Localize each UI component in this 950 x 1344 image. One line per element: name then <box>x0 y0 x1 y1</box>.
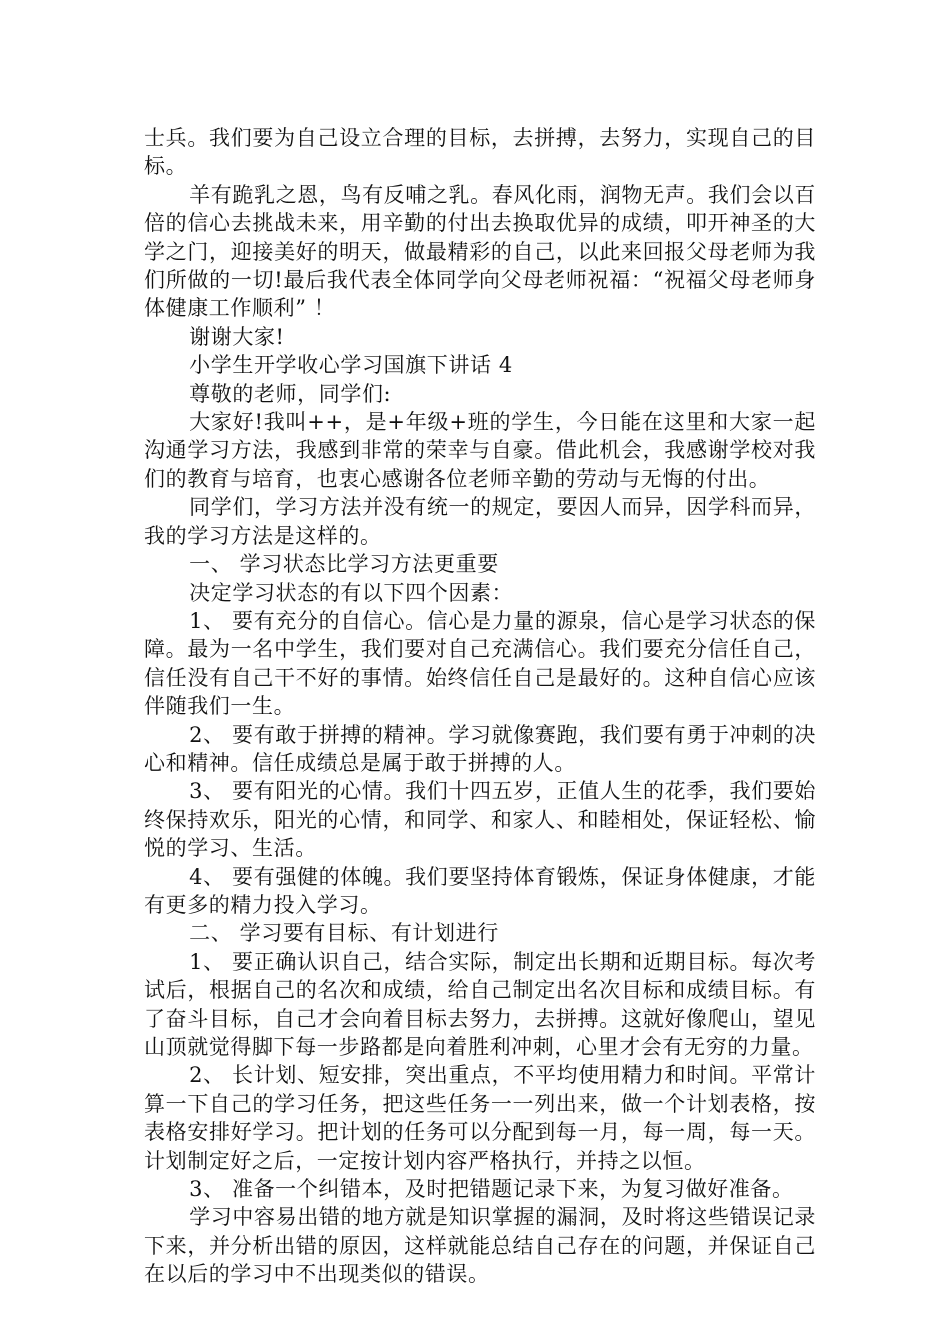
paragraph: 决定学习状态的有以下四个因素： <box>189 580 514 605</box>
list-item: 1、 要正确认识自己，结合实际，制定出长期和近期目标。每次考试后，根据自己的名次和成绩，给自己制定出名次目标和成绩目标。有了奋斗目标，自己才会向着目标去努力，去拼搏。这就好像爬山，望见山顶就觉得脚下每一步路都是向着胜利冲刺，心里才会有无穷的力量。 <box>144 949 816 1059</box>
list-item: 2、 要有敢于拼搏的精神。学习就像赛跑，我们要有勇于冲刺的决心和精神。信任成绩总是属于敢于拼搏的人。 <box>144 722 816 775</box>
heading-2: 二、 学习要有目标、有计划进行 <box>189 921 499 946</box>
paragraph: 学习中容易出错的地方就是知识掌握的漏洞，及时将这些错误记录下来，并分析出错的原因，这样就能总结自己存在的问题，并保证自己在以后的学习中不出现类似的错误。 <box>144 1205 816 1287</box>
list-item: 4、 要有强健的体魄。我们要坚持体育锻炼，保证身体健康，才能有更多的精力投入学习。 <box>144 864 816 917</box>
paragraph: 大家好!我叫++，是+年级+班的学生，今日能在这里和大家一起沟通学习方法，我感到非常的荣幸与自豪。借此机会，我感谢学校对我们的教育与培育，也衷心感谢各位老师辛勤的劳动与无悔的付出。 <box>144 410 816 491</box>
paragraph: 士兵。我们要为自己设立合理的目标，去拼搏，去努力，实现自己的目标。 <box>144 126 816 179</box>
list-item: 3、 准备一个纠错本，及时把错题记录下来，为复习做好准备。 <box>189 1177 794 1202</box>
heading-1: 一、 学习状态比学习方法更重要 <box>189 552 499 577</box>
paragraph: 羊有跪乳之恩，鸟有反哺之乳。春风化雨，润物无声。我们会以百倍的信心去挑战未来，用辛勤的付出去换取优异的成绩，叩开神圣的大学之门，迎接美好的明天，做最精彩的自己，以此来回报父母老师为我们所做的一切!最后我代表全体同学向父母老师祝福：“祝福父母老师身体健康工作顺利” ！ <box>144 182 816 321</box>
paragraph: 谢谢大家! <box>189 324 285 349</box>
list-item: 1、 要有充分的自信心。信心是力量的源泉，信心是学习状态的保障。最为一名中学生，我们要对自己充满信心。我们要充分信任自己，信任没有自己干不好的事情。始终信任自己是最好的。这种自信心应该伴随我们一生。 <box>144 608 816 719</box>
salutation: 尊敬的老师，同学们: <box>189 381 392 406</box>
list-item: 3、 要有阳光的心情。我们十四五岁，正值人生的花季，我们要始终保持欢乐，阳光的心情，和同学、和家人、和睦相处，保证轻松、愉悦的学习、生活。 <box>144 779 816 861</box>
paragraph: 同学们，学习方法并没有统一的规定，要因人而异，因学科而异，我的学习方法是这样的。 <box>144 495 816 548</box>
section-title: 小学生开学收心学习国旗下讲话 4 <box>189 353 513 378</box>
list-item: 2、 长计划、短安排，突出重点，不平均使用精力和时间。平常计算一下自己的学习任务，把这些任务一一列出来，做一个计划表格，按表格安排好学习。把计划的任务可以分配到每一月，每一周，每一天。计划制定好之后，一定按计划内容严格执行，并持之以恒。 <box>144 1063 816 1173</box>
document-body <box>144 124 816 1289</box>
